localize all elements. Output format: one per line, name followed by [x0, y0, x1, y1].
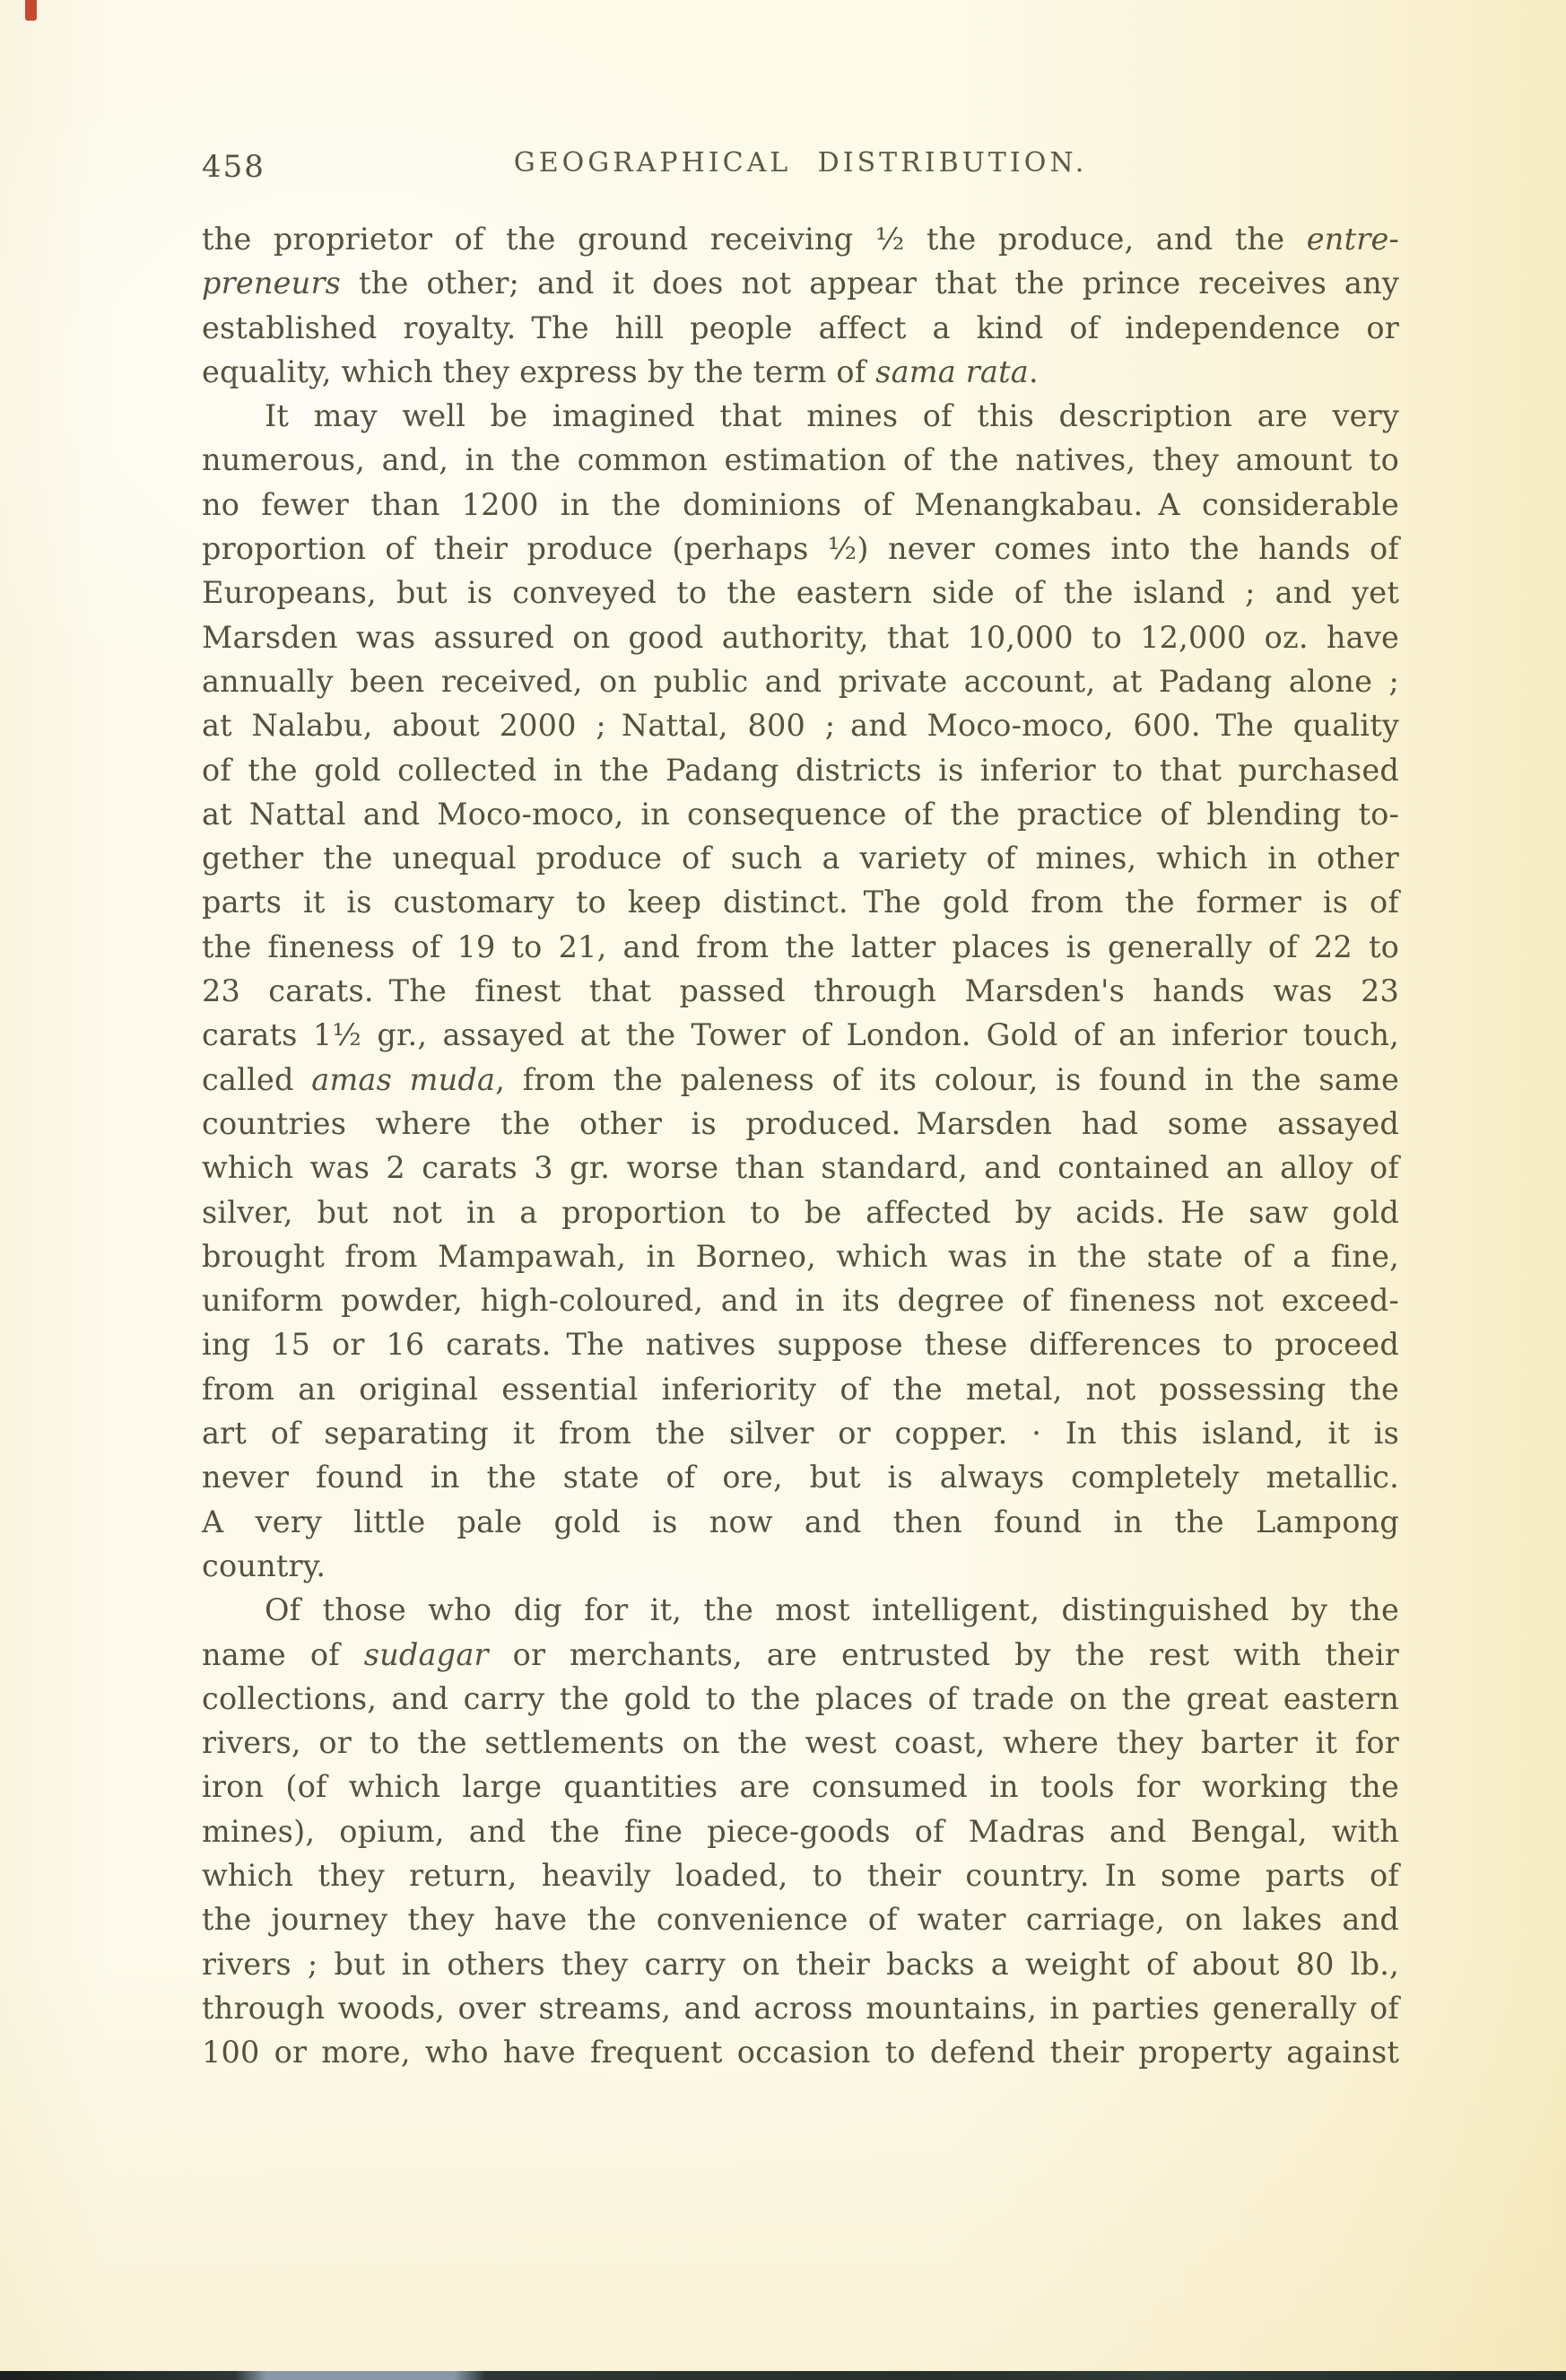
running-header: GEOGRAPHICAL DISTRIBUTION. [513, 147, 1088, 179]
text-run: Of those who dig for it, the most intelligent, distinguished by the [265, 1592, 1399, 1628]
text-line [202, 615, 1399, 659]
text-line [202, 748, 1399, 792]
text-line [202, 1986, 1399, 2030]
italic-text-run: amas muda [311, 1061, 496, 1097]
scan-bottom-edge [0, 2371, 1566, 2380]
text-line [202, 836, 1399, 880]
text-line [202, 703, 1399, 747]
text-line [202, 306, 1399, 350]
text-line [202, 1322, 1399, 1366]
text-line [202, 527, 1399, 571]
text-line [202, 1278, 1399, 1322]
text-line [202, 1411, 1399, 1455]
text-run: rivers ; but in others they carry on their backs a weight of about 80 lb., [202, 1946, 1399, 1982]
text-run: which was 2 carats 3 gr. worse than standard, and contained an alloy of [202, 1150, 1399, 1186]
text-run: or merchants, are entrusted by the rest with their [488, 1636, 1399, 1672]
text-line [202, 438, 1399, 482]
text-run: established royalty. The hill people affect a kind of independence or [202, 309, 1399, 345]
page-header [202, 147, 1399, 192]
scan-red-mark [25, 0, 37, 21]
text-line [202, 1853, 1399, 1897]
text-run: of the gold collected in the Padang districts is inferior to that purchased [202, 752, 1399, 788]
text-run: country. [202, 1547, 326, 1583]
text-line [202, 1809, 1399, 1853]
text-run: art of separating it from the silver or copper. · In this island, it is [202, 1416, 1399, 1452]
text-line [202, 1367, 1399, 1411]
text-run: 23 carats. The finest that passed through Marsden's hands was 23 [202, 973, 1399, 1009]
text-run: , from the paleness of its colour, is found in the same [495, 1061, 1399, 1097]
text-line [202, 1102, 1399, 1146]
text-line [202, 1058, 1399, 1102]
text-run: the other; and it does not appear that the prince receives any [341, 266, 1399, 301]
text-run: Marsden was assured on good authority, that 10,000 to 12,000 oz. have [202, 619, 1399, 655]
text-line [202, 659, 1399, 703]
text-run: collections, and carry the gold to the places of trade on the great eastern [202, 1680, 1399, 1716]
text-line [202, 571, 1399, 615]
text-run: proportion of their produce (perhaps ½) never comes into the hands of [202, 531, 1399, 567]
text-run: at Nalabu, about 2000 ; Nattal, 800 ; and Moco-moco, 600. The quality [202, 708, 1399, 744]
text-line [202, 1190, 1399, 1234]
text-run: gether the unequal produce of such a variety of mines, which in other [202, 841, 1399, 876]
text-run: Europeans, but is conveyed to the eastern side of the island ; and yet [202, 575, 1399, 611]
text-run: silver, but not in a proportion to be affected by acids. He saw gold [202, 1194, 1399, 1230]
text-line [202, 1588, 1399, 1632]
italic-text-run: preneurs [202, 266, 342, 301]
text-line [202, 880, 1399, 924]
text-line [202, 1942, 1399, 1986]
text-run: brought from Mampawah, in Borneo, which was in the state of a fine, [202, 1238, 1399, 1274]
text-line [202, 1897, 1399, 1941]
text-line [202, 1234, 1399, 1278]
text-run: iron (of which large quantities are consumed in tools for working the [202, 1769, 1399, 1805]
text-line [202, 969, 1399, 1013]
text-line [202, 1721, 1399, 1765]
text-line [202, 1013, 1399, 1057]
text-run: parts it is customary to keep distinct. The gold from the former is of [202, 885, 1399, 920]
text-run: called [202, 1061, 312, 1097]
text-run: ing 15 or 16 carats. The natives suppose these differences to proceed [202, 1327, 1399, 1363]
text-run: A very little pale gold is now and then found in the Lampong [202, 1504, 1399, 1539]
text-line [202, 925, 1399, 969]
text-run: 100 or more, who have frequent occasion to defend their property against [202, 2035, 1399, 2071]
text-line [202, 350, 1399, 394]
text-run: rivers, or to the settlements on the west coast, where they barter it for [202, 1725, 1399, 1761]
text-run: equality, which they express by the term of [202, 353, 876, 389]
text-line [202, 394, 1399, 438]
page-number: 458 [202, 149, 265, 185]
italic-text-run: sama rata [875, 353, 1029, 389]
text-run: It may well be imagined that mines of this description are very [265, 398, 1399, 434]
text-line [202, 1500, 1399, 1544]
text-line [202, 483, 1399, 527]
text-run: the proprietor of the ground receiving ½ the produce, and the [202, 222, 1307, 257]
body-text [202, 217, 1399, 2074]
text-run: mines), opium, and the fine piece-goods of Madras and Bengal, with [202, 1813, 1399, 1849]
italic-text-run: sudagar [363, 1636, 489, 1672]
text-run: never found in the state of ore, but is always completely metallic. [202, 1460, 1399, 1495]
text-run: name of [202, 1636, 364, 1672]
text-run: . [1028, 353, 1039, 389]
text-line [202, 1633, 1399, 1677]
text-run: numerous, and, in the common estimation of the natives, they amount to [202, 442, 1399, 478]
text-line [202, 1677, 1399, 1721]
text-run: uniform powder, high-coloured, and in its degree of fineness not exceed- [202, 1283, 1399, 1319]
text-run: no fewer than 1200 in the dominions of Menangkabau. A considerable [202, 486, 1399, 522]
text-run: the fineness of 19 to 21, and from the latter places is generally of 22 to [202, 928, 1399, 964]
text-line [202, 1765, 1399, 1809]
text-line [202, 217, 1399, 261]
text-line [202, 1146, 1399, 1190]
text-line [202, 2030, 1399, 2074]
text-line [202, 1455, 1399, 1499]
text-run: countries where the other is produced. Marsden had some assayed [202, 1105, 1399, 1141]
text-line [202, 792, 1399, 836]
text-run: at Nattal and Moco-moco, in consequence of the practice of blending to- [202, 796, 1399, 832]
text-run: which they return, heavily loaded, to their country. In some parts of [202, 1857, 1399, 1893]
text-run: through woods, over streams, and across mountains, in parties generally of [202, 1990, 1399, 2026]
text-run: the journey they have the convenience of water carriage, on lakes and [202, 1902, 1399, 1938]
text-run: carats 1½ gr., assayed at the Tower of London. Gold of an inferior touch, [202, 1017, 1399, 1053]
italic-text-run: entre- [1306, 222, 1399, 257]
text-run: from an original essential inferiority of the metal, not possessing the [202, 1371, 1399, 1407]
text-line [202, 1544, 1399, 1588]
text-run: annually been received, on public and private account, at Padang alone ; [202, 663, 1399, 699]
text-line [202, 261, 1399, 305]
